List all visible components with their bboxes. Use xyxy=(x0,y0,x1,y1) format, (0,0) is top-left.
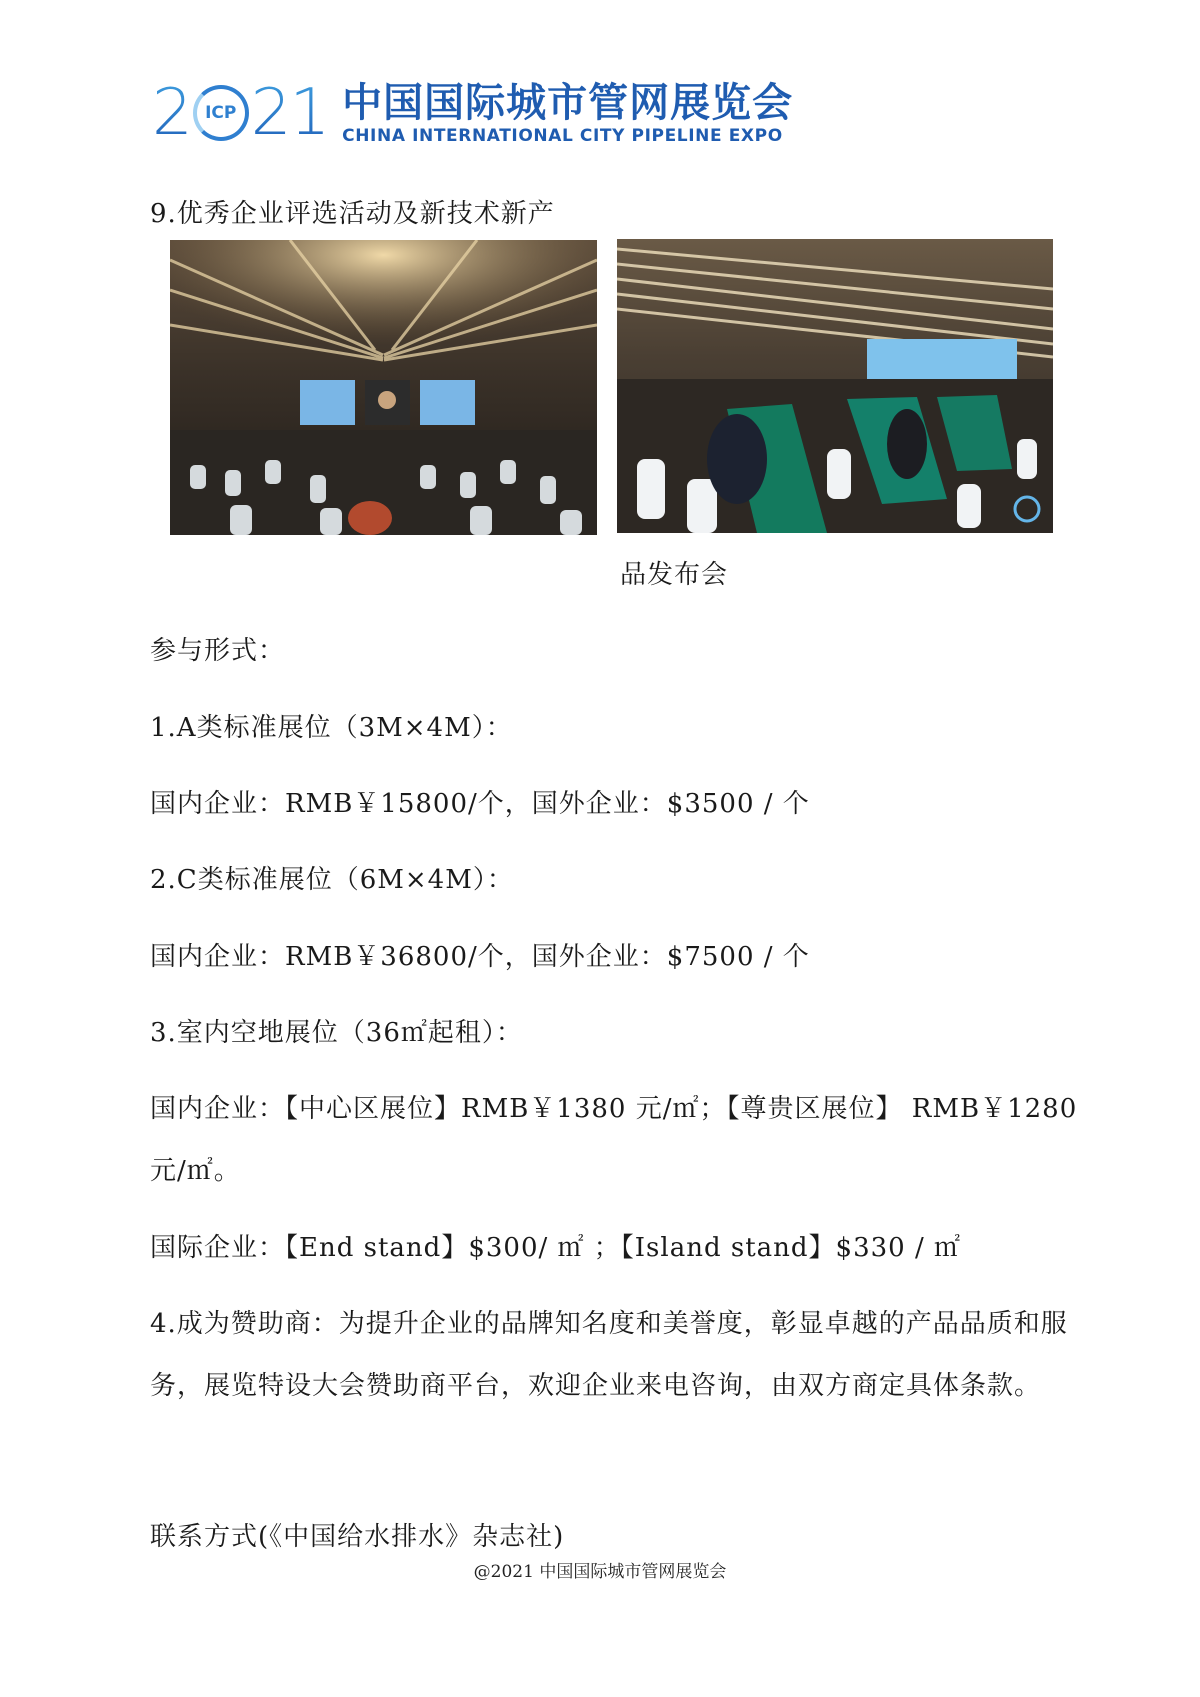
logo-title-en: CHINA INTERNATIONAL CITY PIPELINE EXPO xyxy=(342,126,783,146)
logo-badge-text: ICP xyxy=(205,103,237,123)
item3-title: 3.室内空地展位（36㎡起租）： xyxy=(150,1018,523,1048)
conference-photo-2 xyxy=(617,239,1053,533)
item1-price: 国内企业：RMB￥15800/个，国外企业：$3500 / 个 xyxy=(150,789,810,819)
item3-international: 国际企业：【End stand】$300/ ㎡ ；【Island stand】$330 / ㎡ xyxy=(150,1233,961,1263)
section9-heading: 9.优秀企业评选活动及新技术新产 xyxy=(150,199,555,229)
section9-heading-cont: 品发布会 xyxy=(620,560,729,590)
item3-domestic: 国内企业：【中心区展位】RMB￥1380 元/㎡；【尊贵区展位】 RMB￥1280 元/㎡。 xyxy=(150,1094,1078,1186)
expo-logo xyxy=(152,78,793,148)
participation-heading: 参与形式： xyxy=(150,636,286,666)
contact-heading: 联系方式(《中国给水排水》杂志社) xyxy=(150,1522,565,1552)
page-footer: @2021 中国国际城市管网展览会 xyxy=(473,1562,727,1582)
logo-badge xyxy=(193,85,249,141)
logo-title-cn: 中国国际城市管网展览会 xyxy=(342,80,794,126)
item4-sponsor: 4.成为赞助商：为提升企业的品牌知名度和美誉度，彰显卓越的产品品质和服务，展览特设大会赞助商平台，欢迎企业来电咨询，由双方商定具体条款。 xyxy=(150,1309,1068,1401)
logo-year xyxy=(152,76,328,150)
logo-year-suffix: 21 xyxy=(250,76,329,150)
logo-year-prefix: 2 xyxy=(152,76,191,150)
conference-photo-1 xyxy=(170,240,597,535)
item2-title: 2.C类标准展位（6M×4M）： xyxy=(150,865,514,895)
logo-text xyxy=(342,80,793,146)
item2-price: 国内企业：RMB￥36800/个，国外企业：$7500 / 个 xyxy=(150,942,810,972)
item1-title: 1.A类标准展位（3M×4M）： xyxy=(150,713,513,743)
